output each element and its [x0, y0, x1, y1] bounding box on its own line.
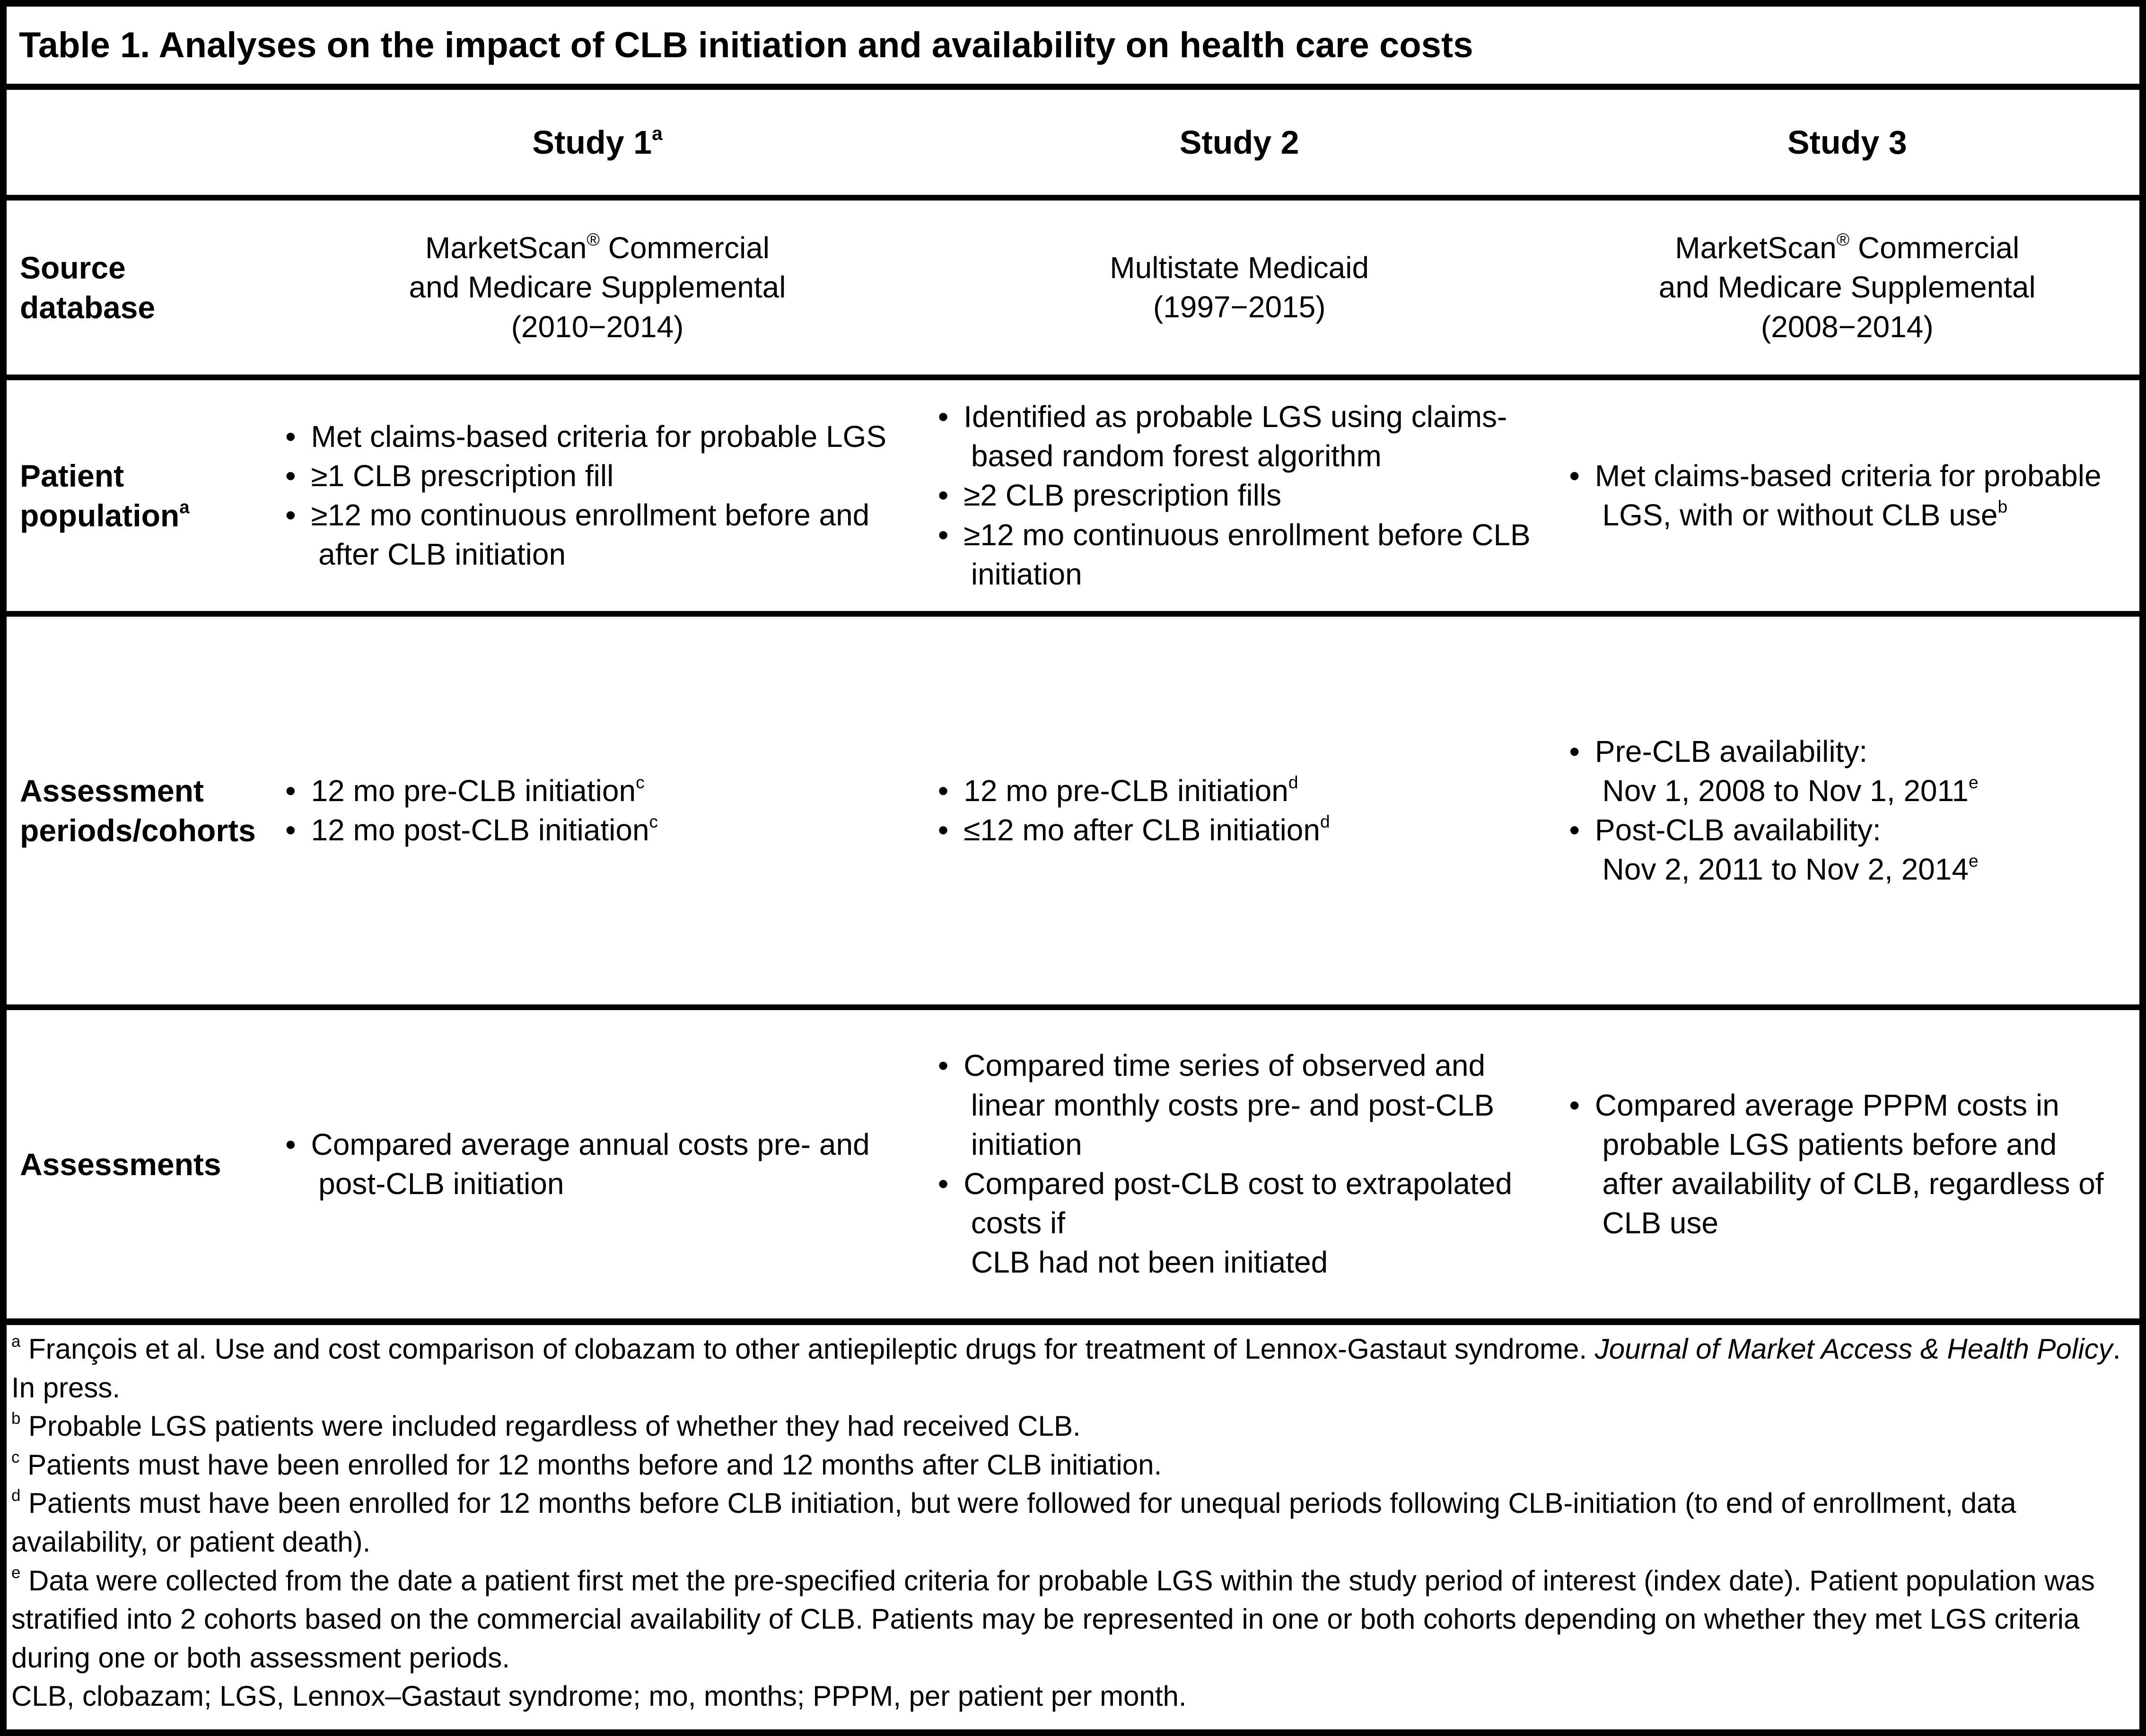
row-label-assessments — [7, 1007, 271, 1322]
superscript: ® — [587, 229, 600, 250]
bullet-dot: • — [937, 400, 964, 434]
footnote-marker: c — [11, 1448, 20, 1466]
cell-line: and Medicare Supplemental — [1658, 270, 2036, 305]
bullet-dot: • — [1569, 458, 1595, 493]
column-header-label: Study 1 — [532, 124, 652, 161]
footnote-a: $^a$ François et al. Use and cost comparison of clobazam to other antiepileptic drugs for treatment of Lennox-Gastaut syndrome. Journal of Market Access & Health Policy. In press. — [11, 1332, 2121, 1404]
studies-table — [7, 90, 2139, 1325]
footnote-marker: d — [11, 1486, 21, 1505]
superscript: b — [1997, 497, 2008, 517]
cell-assessments-study-3 — [1555, 1007, 2139, 1322]
column-header-study-1 — [271, 90, 924, 198]
cell-line: Multistate Medicaid — [1110, 250, 1369, 285]
bullet-item: • Post-CLB availability: Nov 2, 2011 to Nov 2, 2014e — [1569, 813, 1979, 887]
cell-line: (2010−2014) — [511, 309, 684, 344]
bullet-item: • ≥12 mo continuous enrollment before and after CLB initiation — [285, 498, 870, 572]
superscript: e — [1968, 851, 1979, 871]
footnote-marker: a — [11, 1332, 21, 1351]
bullet-item: • Identified as probable LGS using claims-based random forest algorithm — [937, 400, 1507, 473]
row-label-text: Assessments — [20, 1146, 221, 1182]
bullet-dot: • — [285, 813, 311, 847]
italic-text: Journal of Market Access & Health Policy — [1594, 1333, 2113, 1365]
bullet-dot: • — [285, 773, 311, 808]
superscript: e — [1968, 772, 1979, 793]
bullet-item: • ≥1 CLB prescription fill — [285, 458, 614, 493]
bullet-item: • Compared average annual costs pre- and post-CLB initiation — [285, 1127, 870, 1201]
row-label-assessment-periods — [7, 614, 271, 1007]
bullet-item: • 12 mo post-CLB initiation$^c$ — [285, 811, 658, 847]
bullet-item: • Compared average PPPM costs in probable LGS patients before and after availability of CLB, regardless of CLB use — [1569, 1088, 2104, 1240]
cell-assessments-study-2 — [924, 1007, 1555, 1322]
footnote-b: $^b$ Probable LGS patients were included regardless of whether they had received CLB. — [11, 1409, 1081, 1442]
bullet-dot: • — [1569, 813, 1595, 847]
cell-source-study-2 — [924, 198, 1555, 377]
footnote-marker: e — [11, 1563, 21, 1582]
bullet-dot: • — [1569, 734, 1595, 768]
footnote-c: $^c$ Patients must have been enrolled for 12 months before and 12 months after CLB initiation. — [11, 1448, 1162, 1481]
cell-population-study-3 — [1555, 377, 2139, 614]
cell-source-study-3 — [1555, 198, 2139, 377]
column-header-label: Study 2 — [1179, 124, 1299, 161]
cell-assessments-study-1 — [271, 1007, 924, 1322]
column-header-study-3 — [1555, 90, 2139, 198]
column-header-label: Study 3 — [1787, 124, 1907, 161]
cell-line: MarketScan® Commercial — [1675, 229, 2020, 265]
bullet-dot: • — [937, 773, 964, 808]
row-label-text: Patient population — [20, 458, 180, 533]
header-row — [7, 90, 2139, 198]
superscript: d — [1320, 811, 1330, 832]
row-label-text: Assessment periods/cohorts — [20, 773, 256, 848]
bullet-dot: • — [937, 1167, 964, 1201]
bullet-dot: • — [285, 1127, 311, 1161]
table-row-assessment-periods — [7, 614, 2139, 1007]
footnotes-section — [7, 1325, 2139, 1729]
bullet-dot: • — [285, 458, 311, 493]
bullet-item: • ≥12 mo continuous enrollment before CLB initiation — [937, 517, 1531, 591]
row-label-source-database — [7, 198, 271, 377]
bullet-dot: • — [937, 1048, 964, 1083]
bullet-dot: • — [285, 498, 311, 532]
abbreviations-line: CLB, clobazam; LGS, Lennox–Gastaut syndrome; mo, months; PPPM, per patient per month. — [11, 1680, 1187, 1712]
bullet-dot: • — [937, 517, 964, 552]
table-title: Table 1. Analyses on the impact of CLB initiation and availability on health care costs — [7, 7, 2139, 90]
bullet-item: • 12 mo pre-CLB initiation$^c$ — [285, 772, 645, 808]
superscript: a — [179, 497, 190, 518]
cell-source-study-1 — [271, 198, 924, 377]
bullet-item: • Pre-CLB availability: Nov 1, 2008 to Nov 1, 2011e — [1569, 734, 1979, 808]
cell-population-study-1 — [271, 377, 924, 614]
cell-periods-study-2 — [924, 614, 1555, 1007]
table-row-assessments — [7, 1007, 2139, 1322]
superscript: c — [649, 811, 658, 832]
table-row-patient-population — [7, 377, 2139, 614]
bullet-dot: • — [937, 478, 964, 513]
bullet-dot: • — [285, 419, 311, 454]
cell-periods-study-3 — [1555, 614, 2139, 1007]
bullet-item: • ≤12 mo after CLB initiation$^d$ — [937, 811, 1330, 847]
corner-cell — [7, 90, 271, 198]
superscript: a — [652, 122, 663, 144]
column-header-study-2 — [924, 90, 1555, 198]
superscript: ® — [1836, 229, 1850, 250]
bullet-item: • 12 mo pre-CLB initiation$^d$ — [937, 772, 1298, 808]
bullet-item: • Compared time series of observed and linear monthly costs pre- and post-CLB initiation — [937, 1048, 1495, 1161]
bullet-item: • ≥2 CLB prescription fills — [937, 478, 1282, 513]
superscript: d — [1288, 772, 1298, 793]
cell-line: and Medicare Supplemental — [409, 270, 786, 305]
cell-line: MarketScan® Commercial — [425, 229, 770, 265]
cell-line: (2008−2014) — [1761, 309, 1934, 344]
table-row-source-database — [7, 198, 2139, 377]
footnote-d: $^d$ Patients must have been enrolled for 12 months before CLB initiation, but were followed for unequal periods following CLB-initiation (to end of enrollment, data availability, or patient death). — [11, 1486, 2016, 1558]
bullet-dot: • — [1569, 1088, 1595, 1122]
bullet-item: • Met claims-based criteria for probable LGS, with or without CLB use$^b$ — [1569, 458, 2102, 532]
cell-population-study-2 — [924, 377, 1555, 614]
footnote-marker: b — [11, 1409, 21, 1428]
bullet-dot: • — [937, 813, 964, 847]
cell-periods-study-1 — [271, 614, 924, 1007]
bullet-item: • Met claims-based criteria for probable LGS — [285, 419, 887, 454]
superscript: c — [636, 772, 645, 793]
footnote-e: $^e$ Data were collected from the date a patient first met the pre-specified criteria for probable LGS within the study period of interest (index date). Patient population was stratified into 2 cohorts based on the commercial availability of CLB. Patients may be represented in one or both cohorts depending on whether they met LGS criteria during one or both assessment periods. — [11, 1563, 2095, 1674]
row-label-text: Source database — [20, 250, 156, 325]
bullet-item: • Compared post-CLB cost to extrapolated costs if CLB had not been initiated — [937, 1167, 1512, 1280]
row-label-patient-population — [7, 377, 271, 614]
cell-line: (1997−2015) — [1153, 290, 1326, 324]
